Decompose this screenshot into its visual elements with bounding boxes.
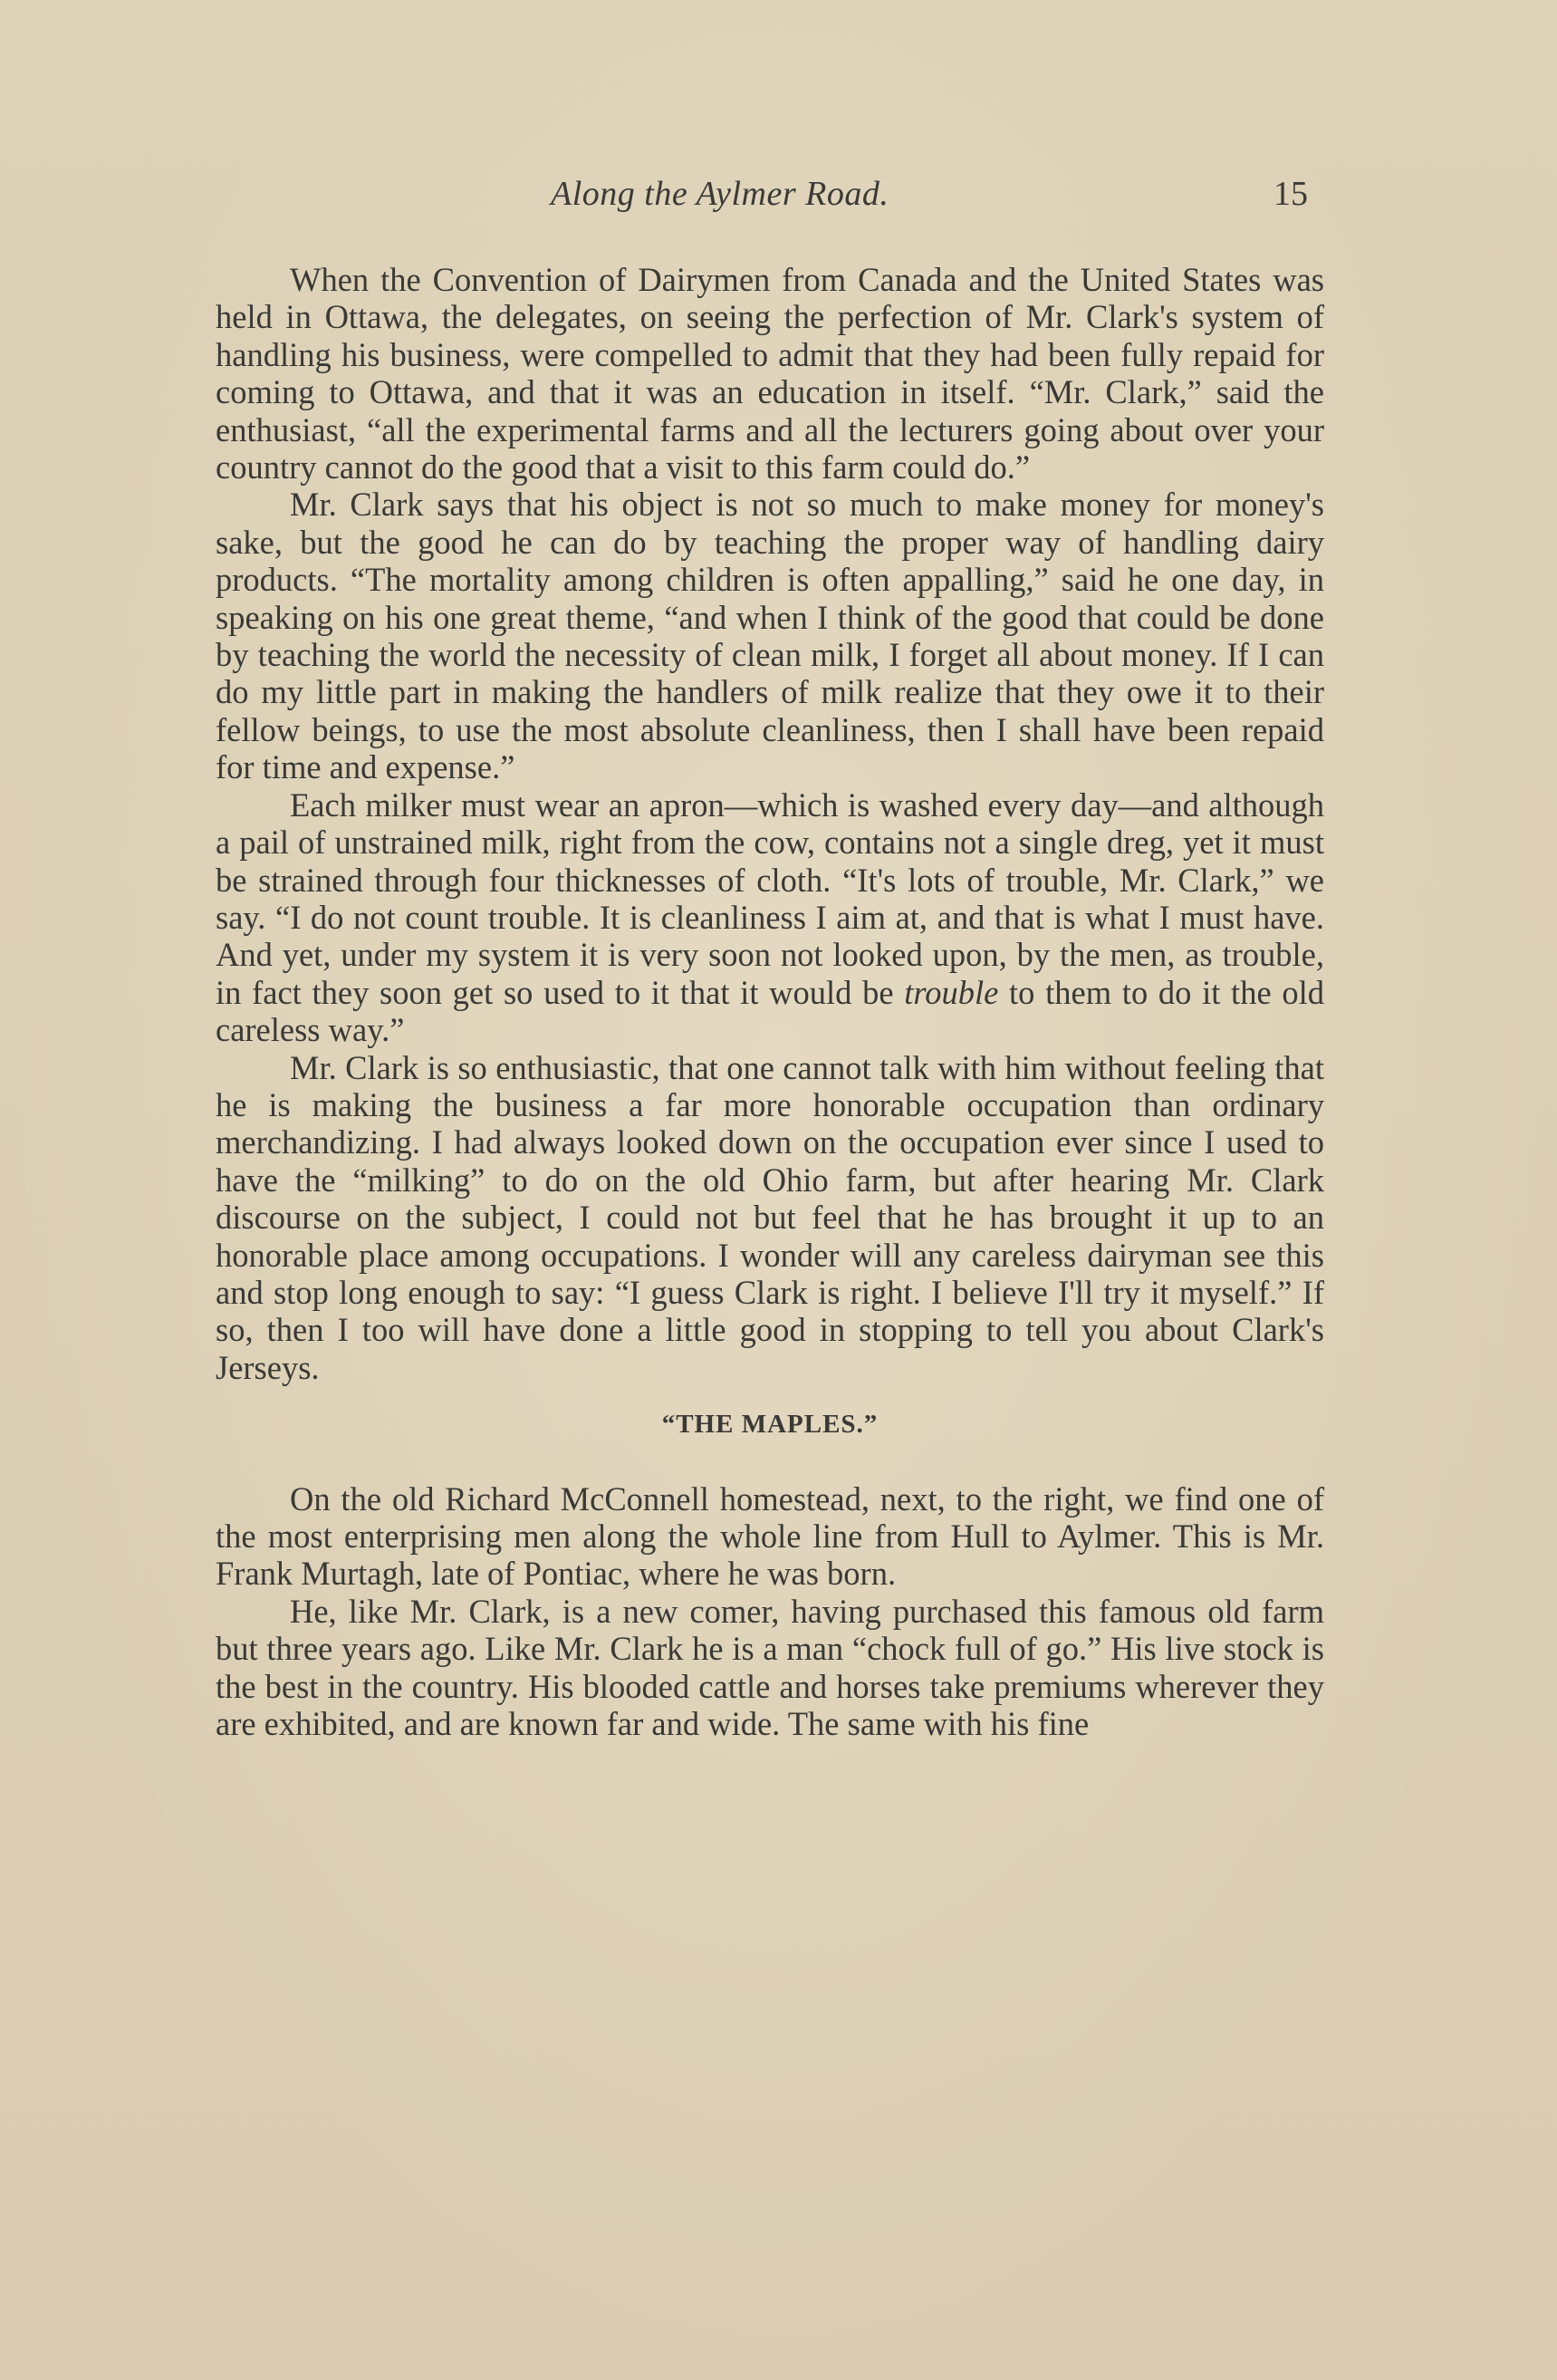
section-heading: “THE MAPLES.” bbox=[661, 1410, 879, 1440]
running-title: Along the Aylmer Road. bbox=[551, 175, 889, 213]
running-head bbox=[217, 174, 1331, 219]
paragraph-2: Mr. Clark says that his object is not so much to make money for money's sake, but the good he can do by teaching the proper way of handling dairy products. “The mortality among children is often appalling,” said he one day, in speaking on his one great theme, “and when I think of the good that could be done by teaching the world the necessity of clean milk, I forget all about money. If I can do my little part in making the handlers of milk realize that they owe it to their fellow beings, to use the most absolute cleanliness, then I shall have been repaid for time and expense.” bbox=[216, 486, 1324, 786]
paragraph-3 bbox=[216, 786, 1324, 1049]
paragraph-3-text-a: Each milker must wear an apron—which is washed every day—and although a pail of unstrained milk, right from the cow, contains not a single dreg, yet it must be strained through four thicknesses of cloth. “It's lots of trouble, Mr. Clark,” we say. “I do not count trouble. It is cleanliness I aim at, and that is what I must have. And yet, under my system it is very soon not looked upon, by the men, as trouble, in fact they soon get so used to it that it would be bbox=[216, 785, 1324, 1011]
paragraph-6: He, like Mr. Clark, is a new comer, having purchased this famous old farm but three years ago. Like Mr. Clark he is a man “chock full of go.” His live stock is the best in the country. His blooded cattle and horses take premiums wherever they are exhibited, and are known far and wide. The same with his fine bbox=[216, 1592, 1324, 1743]
paragraph-5: On the old Richard McConnell homestead, next, to the right, we find one of the most enterprising men along the whole line from Hull to Aylmer. This is Mr. Frank Murtagh, late of Pontiac, where he was born. bbox=[216, 1479, 1324, 1593]
paragraph-3-text-b: to them to do it the old careless way.” bbox=[216, 973, 1324, 1049]
body-text bbox=[216, 261, 1324, 1742]
paragraph-1: When the Convention of Dairymen from Canada and the United States was held in Ottawa, the delegates, on seeing the perfection of Mr. Clark's system of handling his business, were compelled to admit that they had been fully repaid for coming to Ottawa, and that it was an education in itself. “Mr. Clark,” said the enthusiast, “all the experimental farms and all the lecturers going about over your country cannot do the good that a visit to this farm could do.” bbox=[216, 261, 1324, 487]
page-number: 15 bbox=[1273, 175, 1308, 213]
paragraph-4: Mr. Clark is so enthusiastic, that one cannot talk with him without feeling that he is making the business a far more honorable occupation than ordinary merchandizing. I had always looked down on the occupation ever since I used to have the “milking” to do on the old Ohio farm, but after hearing Mr. Clark discourse on the subject, I could not but feel that he has brought it up to an honorable place among occupations. I wonder will any careless dairyman see this and stop long enough to say: “I guess Clark is right. I believe I'll try it myself.” If so, then I too will have done a little good in stopping to tell you about Clark's Jerseys. bbox=[216, 1048, 1324, 1386]
paragraph-3-emphasis: trouble bbox=[904, 973, 999, 1011]
